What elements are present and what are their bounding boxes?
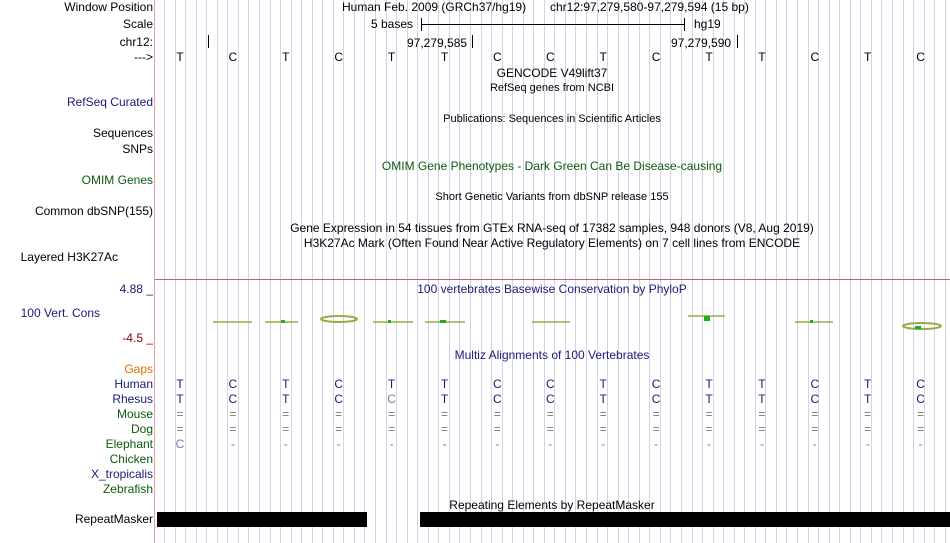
grid-line: [797, 0, 798, 543]
alignment-base-rhesus: C: [493, 392, 502, 406]
grid-line: [723, 0, 724, 543]
grid-line: [702, 0, 703, 543]
alignment-base-human: T: [599, 377, 607, 391]
alignment-base-mouse: =: [652, 407, 660, 421]
alignment-base-rhesus: C: [916, 392, 925, 406]
phylop-max-label: 4.88 _: [119, 282, 153, 296]
grid-line: [692, 0, 693, 543]
grid-line: [301, 0, 302, 543]
coord-tick: [208, 35, 209, 48]
scale-bar-text: 5 bases: [371, 17, 414, 31]
alignment-base-human: C: [493, 377, 502, 391]
grid-line: [734, 0, 735, 543]
base-letter: C: [916, 50, 925, 64]
grid-line: [744, 0, 745, 543]
grid-line: [628, 0, 629, 543]
phylop-wiggle: [155, 300, 950, 340]
alignment-base-mouse: =: [440, 407, 448, 421]
grid-line: [871, 0, 872, 543]
alignment-base-mouse: =: [335, 407, 343, 421]
alignment-base-elephant: -: [654, 437, 659, 451]
alignment-base-rhesus: C: [545, 392, 555, 406]
base-letter: C: [334, 50, 344, 64]
alignment-base-rhesus: C: [651, 392, 661, 406]
alignment-base-dog: =: [440, 422, 448, 436]
alignment-base-rhesus: T: [864, 392, 872, 406]
alignment-base-elephant: -: [918, 437, 923, 451]
alignment-base-dog: =: [493, 422, 501, 436]
grid-line: [438, 0, 439, 543]
alignment-base-elephant: -: [283, 437, 288, 451]
alignment-base-human: T: [282, 377, 290, 391]
grid-line: [681, 0, 682, 543]
alignment-base-dog: =: [546, 422, 554, 436]
species-zebrafish-label[interactable]: Zebrafish: [102, 482, 153, 496]
base-letter: T: [864, 50, 872, 64]
track-separator: [155, 279, 950, 280]
base-letter: T: [758, 50, 766, 64]
alignment-base-elephant: -: [495, 437, 500, 451]
alignment-base-human: C: [651, 377, 661, 391]
alignment-base-human: T: [864, 377, 872, 391]
alignment-base-mouse: =: [546, 407, 554, 421]
grid-line: [934, 0, 935, 543]
alignment-base-elephant: -: [389, 437, 394, 451]
alignment-base-human: T: [387, 377, 396, 391]
alignment-base-mouse: =: [493, 407, 501, 421]
common-dbsnp-label[interactable]: Common dbSNP(155): [34, 204, 153, 218]
publications-track-title[interactable]: Publications: Sequences in Scientific Articles: [443, 113, 661, 125]
alignment-base-elephant: -: [707, 437, 711, 451]
alignment-base-rhesus: C: [387, 392, 396, 406]
grid-line: [312, 0, 313, 543]
alignment-base-rhesus: C: [810, 392, 820, 406]
species-dog-label[interactable]: Dog: [130, 422, 153, 436]
species-elephant-label[interactable]: Elephant: [105, 437, 153, 451]
coord-label-2: 97,279,590: [671, 36, 732, 50]
base-letter: T: [387, 50, 396, 64]
alignment-base-mouse: =: [864, 407, 872, 421]
gaps-label[interactable]: Gaps: [124, 362, 153, 376]
refseq-ncbi-title[interactable]: RefSeq genes from NCBI: [489, 82, 615, 94]
snps-label[interactable]: SNPs: [122, 142, 153, 156]
alignment-base-elephant: -: [442, 437, 447, 451]
species-mouse-label[interactable]: Mouse: [116, 407, 153, 421]
alignment-base-elephant: -: [601, 437, 606, 451]
species-rhesus-label[interactable]: Rhesus: [112, 392, 153, 406]
species-chicken-label[interactable]: Chicken: [109, 452, 153, 466]
grid-line: [660, 0, 661, 543]
grid-line: [945, 0, 946, 543]
window-position-label: Window Position: [64, 0, 153, 14]
grid-line: [364, 0, 365, 543]
scale-bar-right-tick: [684, 18, 685, 31]
alignment-base-elephant: -: [230, 437, 235, 451]
alignment-base-dog: =: [335, 422, 343, 436]
omim-track-title[interactable]: OMIM Gene Phenotypes - Dark Green Can Be Disease-causing: [381, 159, 723, 173]
phylop-track-title[interactable]: 100 vertebrates Basewise Conservation by PhyloP: [417, 282, 687, 296]
grid-line: [449, 0, 450, 543]
alignment-base-mouse: =: [282, 407, 290, 421]
alignment-base-rhesus: C: [334, 392, 344, 406]
alignment-base-dog: =: [652, 422, 660, 436]
grid-line: [280, 0, 281, 543]
alignment-base-dog: =: [388, 422, 396, 436]
alignment-base-human: C: [916, 377, 925, 391]
grid-line: [481, 0, 482, 543]
multiz-track-title[interactable]: Multiz Alignments of 100 Vertebrates: [454, 348, 650, 362]
alignment-base-mouse: =: [705, 407, 713, 421]
grid-line: [713, 0, 714, 543]
grid-line: [386, 0, 387, 543]
grid-line: [850, 0, 851, 543]
alignment-base-mouse: =: [229, 407, 237, 421]
repeatmasker-label[interactable]: RepeatMasker: [74, 512, 153, 526]
alignment-base-human: T: [705, 377, 713, 391]
grid-line: [291, 0, 292, 543]
alignment-base-human: C: [334, 377, 344, 391]
chrom-label: chr12:: [119, 35, 153, 49]
base-letter: C: [651, 50, 661, 64]
label-divider: [154, 0, 155, 543]
coord-tick-2: [737, 35, 738, 48]
window-position-range[interactable]: chr12:97,279,580-97,279,594 (15 bp): [550, 0, 749, 14]
grid-line: [881, 0, 882, 543]
scale-bar: [421, 24, 684, 25]
grid-line: [175, 0, 176, 543]
grid-line: [924, 0, 925, 543]
alignment-base-human: C: [810, 377, 820, 391]
coord-tick-1: [472, 35, 473, 48]
alignment-base-dog: =: [176, 422, 184, 436]
alignment-base-human: C: [545, 377, 555, 391]
alignment-base-human: T: [176, 377, 184, 391]
alignment-base-rhesus: C: [228, 392, 238, 406]
grid-line: [903, 0, 904, 543]
grid-line: [892, 0, 893, 543]
refseq-curated-label[interactable]: RefSeq Curated: [66, 95, 153, 109]
coord-label-1: 97,279,585: [407, 36, 468, 50]
grid-line: [375, 0, 376, 543]
grid-line: [238, 0, 239, 543]
base-letter: C: [493, 50, 502, 64]
grid-line: [396, 0, 397, 543]
alignment-base-dog: =: [811, 422, 819, 436]
alignment-base-dog: =: [282, 422, 290, 436]
phylop-marks: [213, 316, 941, 329]
assembly-title[interactable]: Human Feb. 2009 (GRCh37/hg19): [342, 0, 527, 14]
alignment-base-mouse: =: [599, 407, 607, 421]
alignment-base-elephant: -: [759, 437, 764, 451]
scale-bar-left-tick: [421, 18, 422, 31]
dbsnp-track-title[interactable]: Short Genetic Variants from dbSNP release 155: [435, 191, 669, 203]
gencode-track-title[interactable]: GENCODE V49lift37: [496, 66, 608, 80]
grid-line: [259, 0, 260, 543]
base-letter: T: [440, 50, 449, 64]
alignment-base-mouse: =: [758, 407, 766, 421]
alignment-base-dog: =: [229, 422, 237, 436]
grid-line: [765, 0, 766, 543]
strand-arrow-label: --->: [134, 50, 153, 64]
grid-line: [818, 0, 819, 543]
sequences-label[interactable]: Sequences: [92, 126, 153, 140]
grid-line: [839, 0, 840, 543]
grid-line: [470, 0, 471, 543]
grid-line: [618, 0, 619, 543]
grid-line: [196, 0, 197, 543]
alignment-base-dog: =: [599, 422, 607, 436]
grid-line: [227, 0, 228, 543]
grid-line: [417, 0, 418, 543]
vert-cons-label[interactable]: 100 Vert. Cons: [20, 306, 100, 320]
grid-line: [217, 0, 218, 543]
base-letter: C: [228, 50, 238, 64]
grid-line: [755, 0, 756, 543]
grid-line: [428, 0, 429, 543]
repeatmasker-element-2[interactable]: [420, 512, 950, 527]
alignment-base-elephant: -: [812, 437, 817, 451]
h3k27ac-track-title[interactable]: H3K27Ac Mark (Often Found Near Active Regulatory Elements) on 7 cell lines from ENCODE: [303, 236, 801, 250]
grid-line: [786, 0, 787, 543]
repeatmasker-element-1[interactable]: [157, 512, 367, 527]
alignment-base-human: T: [440, 377, 449, 391]
alignment-base-mouse: =: [811, 407, 819, 421]
alignment-base-rhesus: T: [758, 392, 766, 406]
grid-line: [649, 0, 650, 543]
base-letter: T: [282, 50, 290, 64]
layered-h3k27ac-label[interactable]: Layered H3K27Ac: [20, 250, 118, 264]
alignment-base-rhesus: T: [440, 392, 449, 406]
gtex-track-title[interactable]: Gene Expression in 54 tissues from GTEx RNA-seq of 17382 samples, 948 donors (V8, Aug 2019): [290, 221, 814, 235]
alignment-base-dog: =: [758, 422, 766, 436]
grid-line: [407, 0, 408, 543]
phylop-min-label: -4.5 _: [122, 331, 153, 345]
grid-line: [270, 0, 271, 543]
species-human-label[interactable]: Human: [114, 377, 153, 391]
grid-line: [776, 0, 777, 543]
grid-line: [164, 0, 165, 543]
base-letter: T: [599, 50, 607, 64]
grid-line: [808, 0, 809, 543]
alignment-base-rhesus: T: [176, 392, 184, 406]
alignment-base-mouse: =: [917, 407, 925, 421]
grid-line: [860, 0, 861, 543]
alignment-base-elephant: C: [175, 437, 185, 451]
grid-line: [639, 0, 640, 543]
alignment-base-elephant: -: [865, 437, 870, 451]
base-letter: C: [810, 50, 820, 64]
grid-line: [248, 0, 249, 543]
scale-db: hg19: [694, 17, 721, 31]
alignment-base-rhesus: T: [599, 392, 607, 406]
alignment-base-dog: =: [864, 422, 872, 436]
alignment-base-human: C: [228, 377, 238, 391]
grid-line: [322, 0, 323, 543]
grid-line: [670, 0, 671, 543]
alignment-base-mouse: =: [388, 407, 396, 421]
alignment-base-dog: =: [917, 422, 925, 436]
grid-line: [333, 0, 334, 543]
base-letter: T: [176, 50, 184, 64]
grid-line: [343, 0, 344, 543]
grid-line: [354, 0, 355, 543]
scale-label: Scale: [122, 17, 153, 31]
omim-genes-label[interactable]: OMIM Genes: [81, 173, 153, 187]
grid-line: [206, 0, 207, 543]
grid-line: [185, 0, 186, 543]
base-letter: T: [705, 50, 713, 64]
alignment-base-rhesus: T: [282, 392, 290, 406]
species-x-tropicalis-label[interactable]: X_tropicalis: [90, 467, 153, 481]
base-letter: C: [545, 50, 555, 64]
alignment-base-elephant: -: [336, 437, 341, 451]
repeatmasker-track-title[interactable]: Repeating Elements by RepeatMasker: [449, 498, 655, 512]
alignment-base-dog: =: [705, 422, 713, 436]
alignment-base-human: T: [758, 377, 766, 391]
alignment-base-rhesus: T: [705, 392, 713, 406]
alignment-base-elephant: -: [548, 437, 553, 451]
grid-line: [459, 0, 460, 543]
alignment-base-mouse: =: [176, 407, 184, 421]
grid-line: [913, 0, 914, 543]
grid-line: [829, 0, 830, 543]
